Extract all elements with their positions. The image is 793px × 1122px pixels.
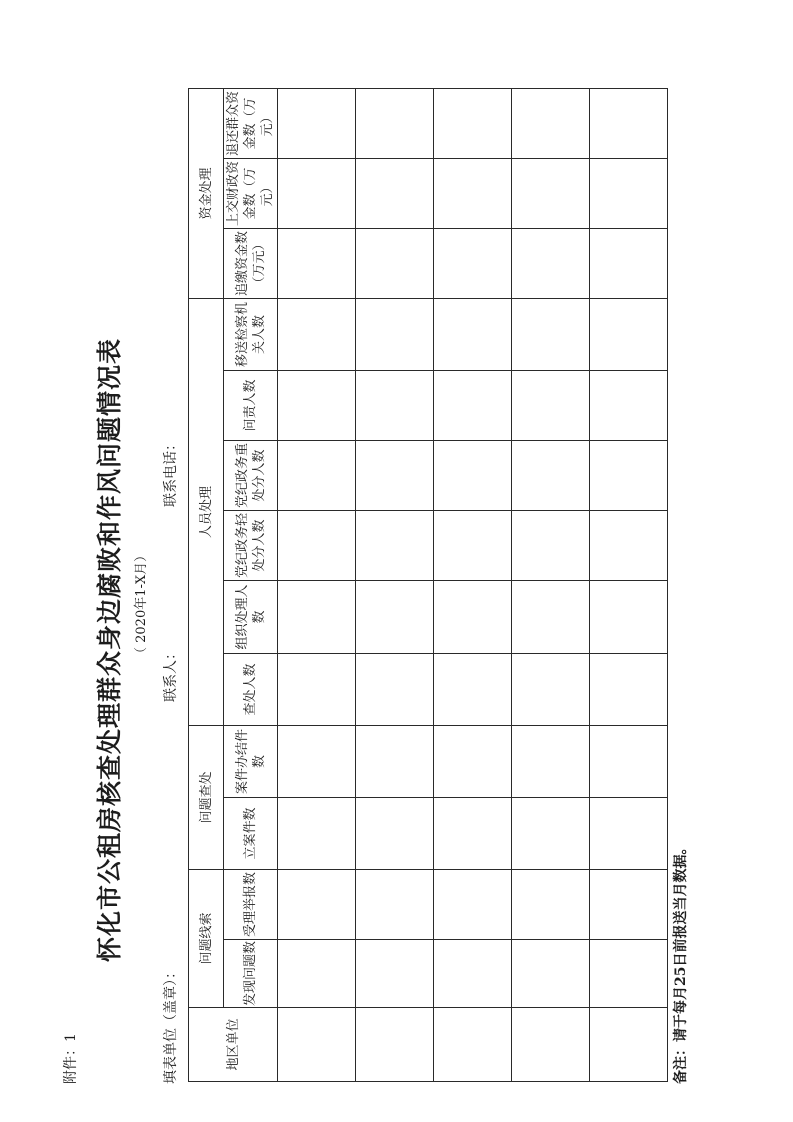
region-cell[interactable]	[356, 1008, 434, 1082]
data-cell[interactable]	[278, 441, 356, 511]
col-header: 案件办结件数	[224, 726, 278, 798]
col-header: 党纪政务重处分人数	[224, 441, 278, 511]
region-cell[interactable]	[434, 1008, 512, 1082]
data-cell[interactable]	[512, 229, 590, 299]
data-cell[interactable]	[356, 581, 434, 654]
data-cell[interactable]	[278, 511, 356, 581]
data-cell[interactable]	[590, 654, 668, 726]
data-cell[interactable]	[590, 159, 668, 229]
table-row	[434, 89, 512, 1082]
data-cell[interactable]	[356, 89, 434, 159]
data-cell[interactable]	[434, 159, 512, 229]
data-cell[interactable]	[434, 726, 512, 798]
table-row	[590, 89, 668, 1082]
data-cell[interactable]	[590, 511, 668, 581]
period-label: （ 2020年1-X月）	[134, 548, 149, 660]
data-cell[interactable]	[278, 371, 356, 441]
data-cell[interactable]	[512, 726, 590, 798]
data-cell[interactable]	[590, 441, 668, 511]
data-cell[interactable]	[434, 940, 512, 1008]
data-cell[interactable]	[356, 654, 434, 726]
table-row	[512, 89, 590, 1082]
data-cell[interactable]	[434, 511, 512, 581]
data-cell[interactable]	[434, 89, 512, 159]
col-header: 党纪政务轻处分人数	[224, 511, 278, 581]
data-cell[interactable]	[356, 511, 434, 581]
data-cell[interactable]	[590, 299, 668, 371]
col-header: 退还群众资金数（万元）	[224, 89, 278, 159]
col-header: 查处人数	[224, 654, 278, 726]
col-header: 组织处理人数	[224, 581, 278, 654]
col-header: 追缴资金数（万元）	[224, 229, 278, 299]
data-cell[interactable]	[512, 89, 590, 159]
data-cell[interactable]	[278, 581, 356, 654]
group-personnel-header: 人员处理	[189, 299, 224, 726]
table-row	[278, 89, 356, 1082]
data-cell[interactable]	[434, 441, 512, 511]
data-cell[interactable]	[278, 159, 356, 229]
region-header: 地区单位	[189, 1008, 278, 1082]
data-cell[interactable]	[278, 654, 356, 726]
data-cell[interactable]	[356, 229, 434, 299]
page-title: 怀化市公租房核查处理群众身边腐败和作风问题情况表	[95, 337, 124, 962]
data-cell[interactable]	[512, 654, 590, 726]
data-cell[interactable]	[434, 870, 512, 940]
contact-phone-label: 联系电话：	[163, 437, 179, 507]
data-cell[interactable]	[278, 798, 356, 870]
data-cell[interactable]	[590, 371, 668, 441]
data-cell[interactable]	[278, 229, 356, 299]
data-cell[interactable]	[434, 371, 512, 441]
footnote: 备注：请于每月25日前报送当月数据。	[673, 840, 689, 1084]
data-cell[interactable]	[356, 870, 434, 940]
data-cell[interactable]	[590, 581, 668, 654]
data-cell[interactable]	[512, 159, 590, 229]
data-cell[interactable]	[590, 89, 668, 159]
group-clues-header: 问题线索	[189, 870, 224, 1008]
data-cell[interactable]	[278, 89, 356, 159]
col-header: 移送检察机关人数	[224, 299, 278, 371]
data-cell[interactable]	[590, 229, 668, 299]
col-header: 问责人数	[224, 371, 278, 441]
region-cell[interactable]	[278, 1008, 356, 1082]
data-cell[interactable]	[512, 441, 590, 511]
filler-unit-label: 填表单位（盖章）：	[163, 965, 179, 1084]
data-cell[interactable]	[434, 299, 512, 371]
report-table	[188, 88, 668, 1082]
data-cell[interactable]	[356, 371, 434, 441]
data-cell[interactable]	[434, 654, 512, 726]
data-cell[interactable]	[278, 940, 356, 1008]
data-cell[interactable]	[512, 299, 590, 371]
data-cell[interactable]	[356, 299, 434, 371]
data-cell[interactable]	[590, 870, 668, 940]
data-cell[interactable]	[512, 511, 590, 581]
data-cell[interactable]	[590, 940, 668, 1008]
col-header: 受理举报数	[224, 870, 278, 940]
region-cell[interactable]	[512, 1008, 590, 1082]
data-cell[interactable]	[512, 870, 590, 940]
data-cell[interactable]	[590, 726, 668, 798]
contact-person-label: 联系人：	[163, 646, 179, 702]
data-cell[interactable]	[434, 229, 512, 299]
data-cell[interactable]	[278, 726, 356, 798]
table-row	[356, 89, 434, 1082]
data-cell[interactable]	[356, 159, 434, 229]
col-header: 立案件数	[224, 798, 278, 870]
data-cell[interactable]	[512, 798, 590, 870]
data-cell[interactable]	[512, 581, 590, 654]
data-cell[interactable]	[356, 798, 434, 870]
data-cell[interactable]	[278, 299, 356, 371]
attachment-label: 附件：1	[63, 1033, 79, 1084]
data-cell[interactable]	[590, 798, 668, 870]
data-cell[interactable]	[356, 726, 434, 798]
data-cell[interactable]	[512, 940, 590, 1008]
col-header: 发现问题数	[224, 940, 278, 1008]
group-handling-header: 问题查处	[189, 726, 224, 870]
col-header: 上交财政资金数（万元）	[224, 159, 278, 229]
data-cell[interactable]	[356, 441, 434, 511]
data-cell[interactable]	[512, 371, 590, 441]
region-cell[interactable]	[590, 1008, 668, 1082]
data-cell[interactable]	[278, 870, 356, 940]
data-cell[interactable]	[434, 581, 512, 654]
data-cell[interactable]	[434, 798, 512, 870]
group-funds-header: 资金处理	[189, 89, 224, 299]
data-cell[interactable]	[356, 940, 434, 1008]
